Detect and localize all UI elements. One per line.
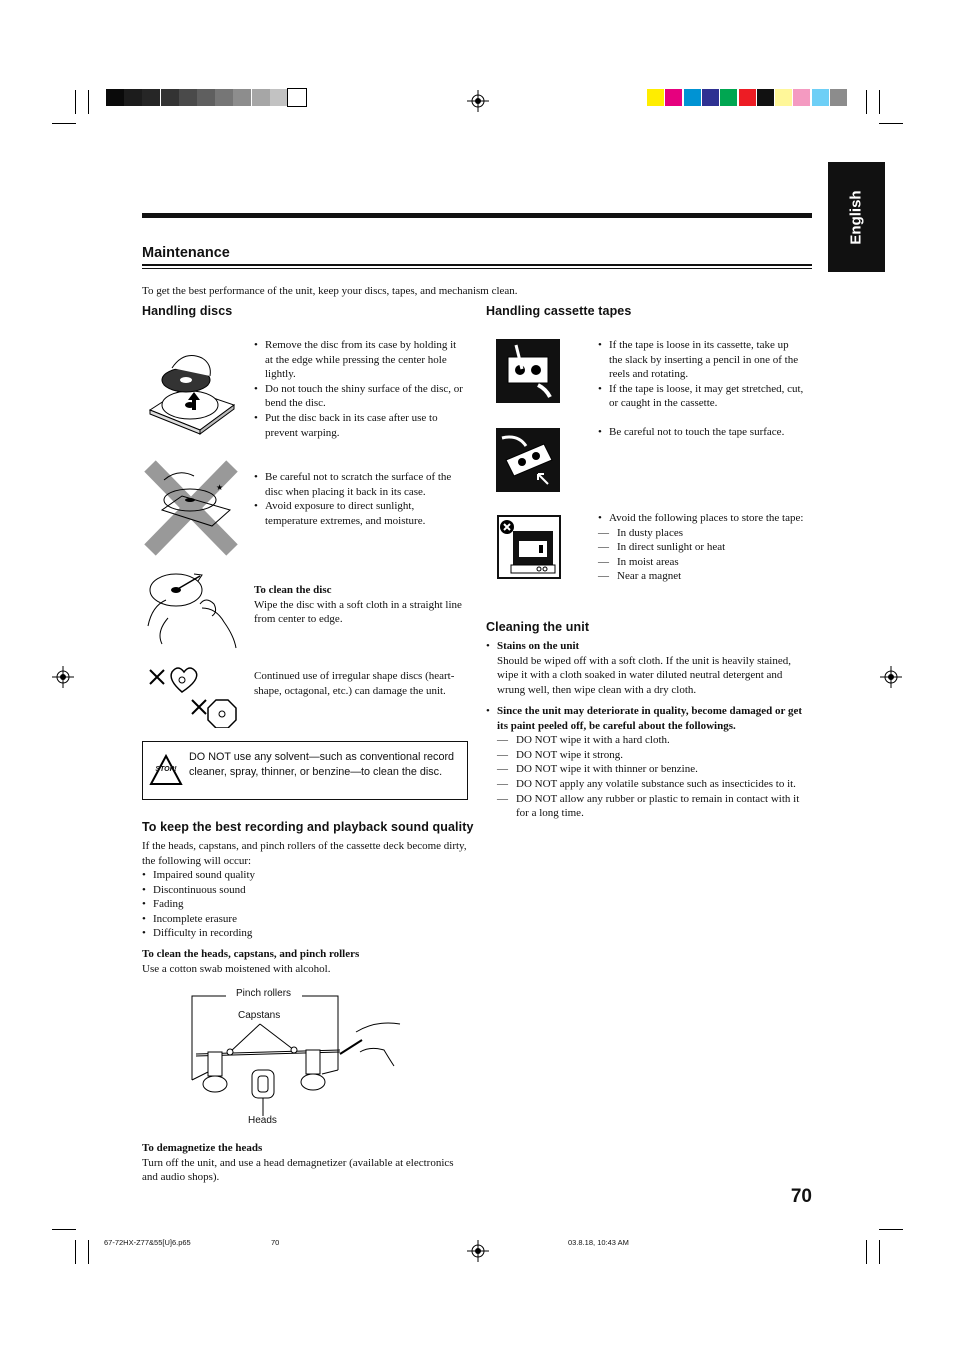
clean-disc-title: To clean the disc [254, 584, 332, 596]
list-item: — DO NOT wipe it with a hard cloth. [497, 733, 804, 748]
color-swatch [775, 89, 792, 106]
crop-mark [75, 90, 76, 114]
list-item: • Fading [142, 897, 468, 912]
color-swatch [665, 89, 682, 106]
sound-quality-intro: If the heads, capstans, and pinch rollers of the cassette deck become dirty, the following will occur: [142, 840, 467, 867]
crop-mark [879, 1229, 903, 1230]
registration-mark-icon [467, 1240, 489, 1262]
color-swatch [720, 89, 737, 106]
gray-swatch [124, 89, 142, 106]
deterioration-section [486, 704, 804, 821]
list-item: — DO NOT wipe it with thinner or benzine. [497, 762, 804, 777]
footer-timestamp: 03.8.18, 10:43 AM [568, 1238, 629, 1247]
heads-label: Heads [248, 1115, 277, 1126]
gray-swatch [179, 89, 197, 106]
gray-swatch [270, 89, 288, 106]
handling-tapes-heading: Handling cassette tapes [486, 304, 632, 318]
pencil-reel-illustration-icon [496, 339, 560, 403]
list-item: • Be careful not to touch the tape surface. [598, 425, 804, 440]
crop-mark [88, 1240, 89, 1264]
crop-mark [879, 90, 880, 114]
registration-mark-icon [467, 90, 489, 112]
crop-mark [879, 123, 903, 124]
language-tab [828, 162, 885, 272]
heads-cleaning-text: Use a cotton swab moistened with alcohol. [142, 962, 331, 975]
clean-disc-text: Wipe the disc with a soft cloth in a straight line from center to edge. [254, 598, 462, 626]
list-item: — In direct sunlight or heat [598, 540, 804, 555]
svg-text:★: ★ [216, 483, 224, 492]
gray-swatch [197, 89, 215, 106]
gray-swatch [288, 89, 306, 106]
color-swatch [757, 89, 774, 106]
stop-label: STOP! [155, 766, 177, 773]
list-item: • Impaired sound quality [142, 868, 468, 883]
list-item: • If the tape is loose, it may get stretched, cut, or caught in the cassette. [598, 382, 804, 411]
crop-mark [52, 1229, 76, 1230]
stains-text: Should be wiped off with a soft cloth. If the unit is heavily stained, wipe it with a cloth soaked in water diluted neutral detergent and wrung well, then wipe clean with a dry cloth. [497, 654, 791, 696]
list-item: — In moist areas [598, 555, 804, 570]
stains-title: • Stains on the unit [497, 640, 580, 652]
discs-block2-list [254, 470, 468, 528]
language-tab-label: English [847, 189, 865, 245]
storage-places-illustration-icon [497, 515, 561, 579]
crop-mark [866, 1240, 867, 1264]
sound-quality-heading: To keep the best recording and playback sound quality [142, 820, 474, 834]
footer-file: 67-72HX-Z77&55[U]6.p65 [104, 1238, 191, 1247]
footer-page: 70 [271, 1238, 280, 1247]
crop-mark [866, 90, 867, 114]
irregular-disc-illustration-icon [142, 662, 242, 728]
heads-cleaning-title: To clean the heads, capstans, and pinch rollers [142, 948, 360, 960]
handling-discs-heading: Handling discs [142, 304, 233, 318]
color-swatch [830, 89, 847, 106]
gray-swatch [252, 89, 270, 106]
deterioration-title: • Since the unit may deteriorate in quality, become damaged or get its paint peeled off, be careful about the followings. [497, 705, 803, 732]
list-item: • Do not touch the shiny surface of the disc, or bend the disc. [254, 382, 466, 411]
sound-issues-list [142, 868, 468, 941]
color-swatch [812, 89, 829, 106]
disc-case-illustration-icon [142, 340, 242, 440]
cleaning-unit-heading: Cleaning the unit [486, 620, 590, 634]
tapes-block1-list [598, 338, 804, 411]
pinch-rollers-label: Pinch rollers [233, 988, 294, 999]
page-number: 70 [790, 1186, 812, 1207]
top-rule [142, 213, 812, 218]
tapes-block2-list [598, 425, 804, 440]
demagnetize-section [142, 1141, 468, 1185]
list-item: — Near a magnet [598, 569, 804, 584]
title-rule [142, 264, 812, 266]
list-item: • If the tape is loose in its cassette, take up the slack by inserting a pencil in one of the reels and rotating. [598, 338, 804, 382]
gray-swatch [233, 89, 251, 106]
gray-swatch [142, 89, 160, 106]
crop-mark [88, 90, 89, 114]
list-item: — DO NOT apply any volatile substance such as insecticides to it. [497, 777, 804, 792]
disc-cleaning-illustration-icon [142, 568, 242, 650]
list-item: • Remove the disc from its case by holding it at the edge while pressing the center hole lightly. [254, 338, 466, 382]
demagnetize-text: Turn off the unit, and use a head demagnetizer (available at electronics and audio shops). [142, 1156, 454, 1184]
list-item: • Discontinuous sound [142, 883, 468, 898]
gray-swatch [161, 89, 179, 106]
tapes-block3 [598, 511, 804, 584]
list-item: — DO NOT wipe it strong. [497, 748, 804, 763]
stains-section [486, 639, 804, 697]
color-swatch [684, 89, 701, 106]
capstans-label: Capstans [238, 1010, 281, 1021]
list-item: — DO NOT allow any rubber or plastic to remain in contact with it for a long time. [497, 792, 804, 821]
crossed-disc-illustration-icon [142, 460, 240, 556]
gray-swatch [215, 89, 233, 106]
discs-block1-list [254, 338, 466, 440]
crop-mark [879, 1240, 880, 1264]
cassette-deck-diagram-icon [190, 992, 404, 1122]
registration-mark-icon [880, 666, 902, 688]
color-swatch [739, 89, 756, 106]
list-item: — In dusty places [598, 526, 804, 541]
list-item: • Put the disc back in its case after use to prevent warping. [254, 411, 466, 440]
irregular-disc-text: Continued use of irregular shape discs (heart-shape, octagonal, etc.) can damage the unit. [254, 670, 455, 697]
color-swatch [702, 89, 719, 106]
color-swatch [793, 89, 810, 106]
list-item: • Be careful not to scratch the surface of the disc when placing it back in its case. [254, 470, 468, 499]
page-title: Maintenance [142, 245, 230, 261]
heads-cleaning-section [142, 947, 468, 976]
list-item: • Avoid the following places to store the tape: [598, 511, 804, 526]
intro-text: To get the best performance of the unit, keep your discs, tapes, and mechanism clean. [142, 285, 518, 297]
list-item: • Avoid exposure to direct sunlight, temperature extremes, and moisture. [254, 499, 468, 528]
color-swatch [647, 89, 664, 106]
solvent-warning-box [142, 741, 468, 800]
clean-disc-section [254, 583, 468, 627]
demagnetize-title: To demagnetize the heads [142, 1142, 263, 1154]
title-rule-thin [142, 268, 812, 269]
solvent-warning-text: DO NOT use any solvent—such as conventional record cleaner, spray, thinner, or benzine—to clean the disc. [189, 751, 455, 778]
list-item: • Incomplete erasure [142, 912, 468, 927]
registration-mark-icon [52, 666, 74, 688]
tape-surface-illustration-icon [496, 428, 560, 492]
list-item: • Difficulty in recording [142, 926, 468, 941]
crop-mark [52, 123, 76, 124]
gray-swatch [106, 89, 124, 106]
crop-mark [75, 1240, 76, 1264]
